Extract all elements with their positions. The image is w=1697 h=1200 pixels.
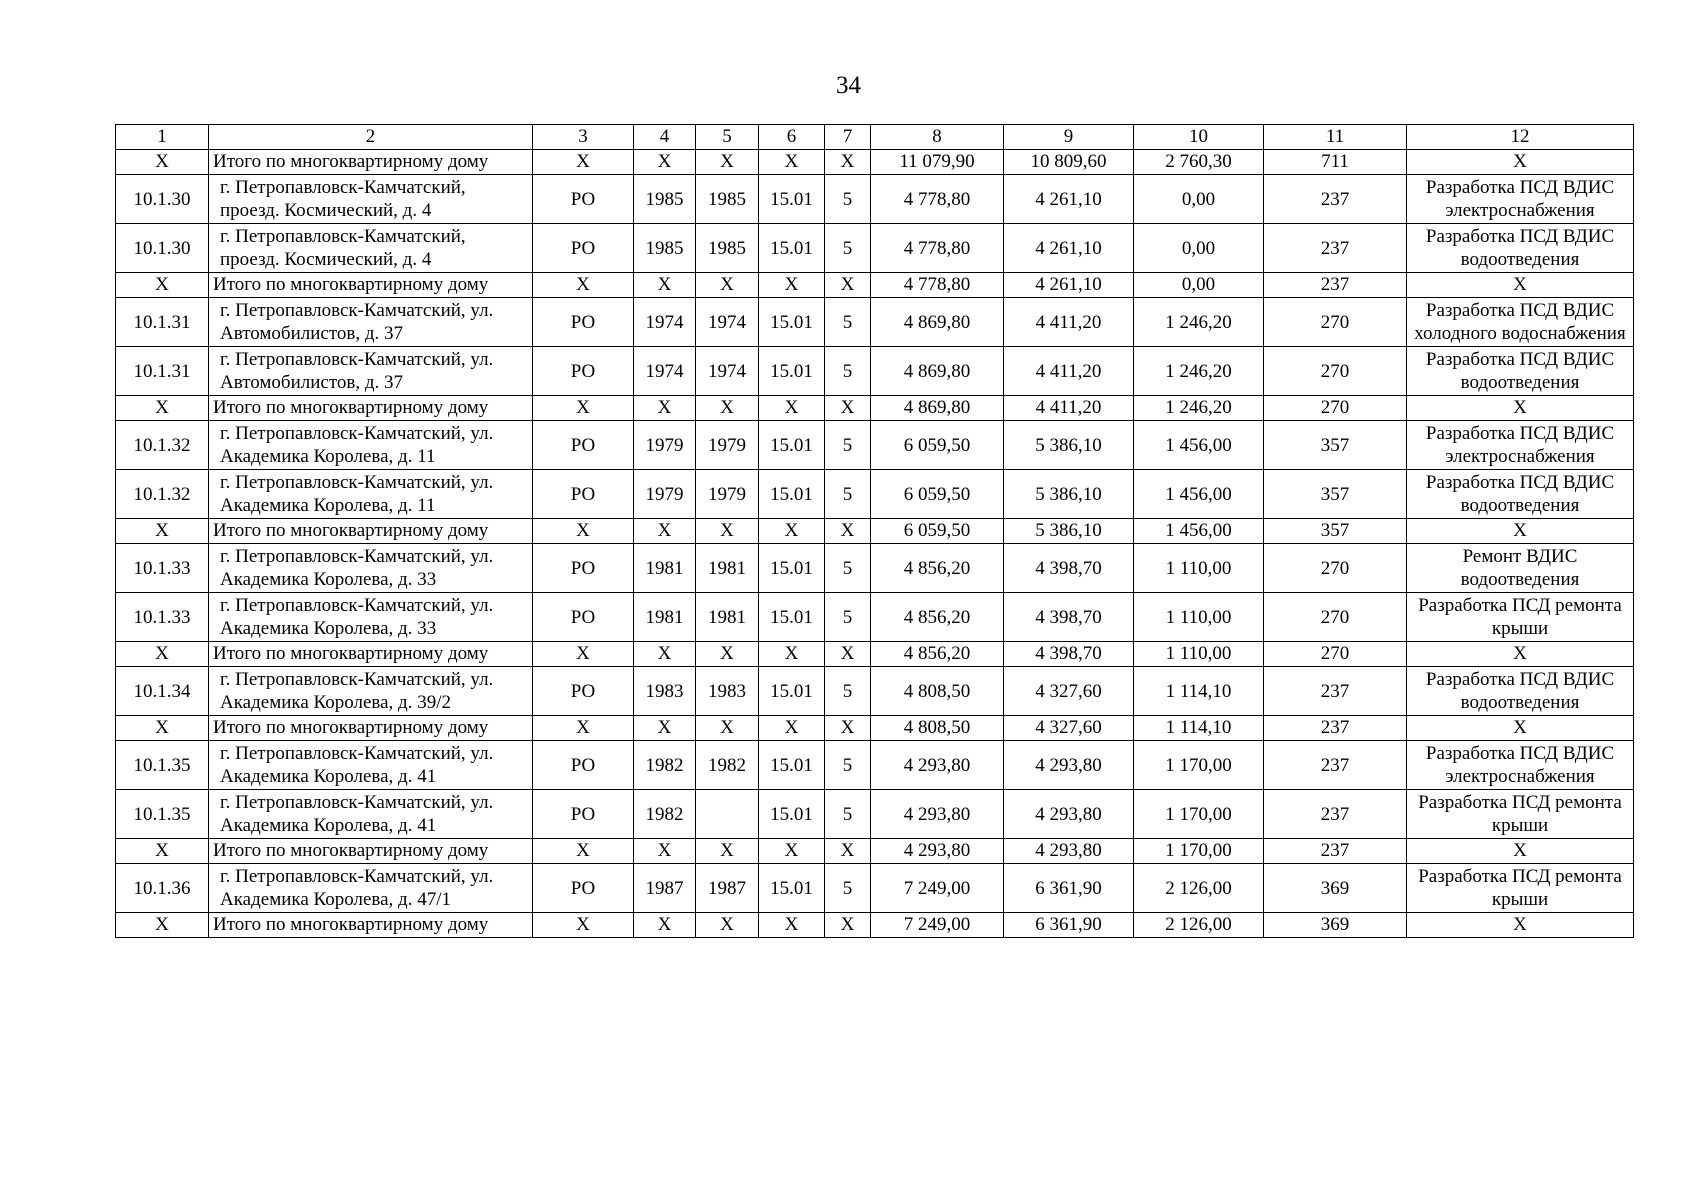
table-cell: Х <box>634 839 696 864</box>
table-cell: РО <box>533 864 634 913</box>
table-cell: г. Петропавловск-Камчатский, проезд. Космический, д. 4 <box>209 224 533 273</box>
table-cell: Х <box>825 642 871 667</box>
table-cell: 10.1.30 <box>116 224 209 273</box>
table-cell: Х <box>759 642 825 667</box>
table-row <box>116 224 1634 273</box>
table-cell: 4 869,80 <box>871 396 1004 421</box>
table-cell: Х <box>634 716 696 741</box>
table-cell: 1987 <box>696 864 759 913</box>
table-row <box>116 175 1634 224</box>
table-cell: 4 398,70 <box>1004 642 1134 667</box>
table-cell: 10.1.33 <box>116 544 209 593</box>
table-cell: 1987 <box>634 864 696 913</box>
table-cell: 15.01 <box>759 298 825 347</box>
table-cell: 10.1.31 <box>116 347 209 396</box>
table-cell: Х <box>634 642 696 667</box>
table-cell: РО <box>533 421 634 470</box>
table-cell: Х <box>696 273 759 298</box>
table-cell: Х <box>634 273 696 298</box>
table-cell: 4 778,80 <box>871 175 1004 224</box>
table-cell: 270 <box>1264 396 1407 421</box>
table-cell: Х <box>696 716 759 741</box>
table-cell: Итого по многоквартирному дому <box>209 913 533 938</box>
table-cell: РО <box>533 790 634 839</box>
table-cell: 1982 <box>634 790 696 839</box>
table-cell: Разработка ПСД ВДИС водоотведения <box>1407 667 1634 716</box>
table-cell: 369 <box>1264 913 1407 938</box>
table-cell: 4 398,70 <box>1004 544 1134 593</box>
table-cell: 1 110,00 <box>1134 544 1264 593</box>
table-cell: Х <box>1407 913 1634 938</box>
table-cell: 10.1.30 <box>116 175 209 224</box>
table-cell: 5 <box>825 421 871 470</box>
table-row <box>116 421 1634 470</box>
table-cell: РО <box>533 347 634 396</box>
table-cell: Х <box>825 396 871 421</box>
table-cell: 1979 <box>634 470 696 519</box>
table-cell: 6 361,90 <box>1004 913 1134 938</box>
table-cell: 4 293,80 <box>871 741 1004 790</box>
table-cell: Х <box>1407 273 1634 298</box>
table-cell: 1 246,20 <box>1134 396 1264 421</box>
table-cell: 1 114,10 <box>1134 667 1264 716</box>
table-row <box>116 298 1634 347</box>
table-cell: Х <box>533 396 634 421</box>
table-cell: Х <box>116 642 209 667</box>
table-cell: 6 059,50 <box>871 470 1004 519</box>
table-cell: 15.01 <box>759 667 825 716</box>
table-cell: 6 059,50 <box>871 421 1004 470</box>
total-row <box>116 396 1634 421</box>
table-cell: 357 <box>1264 421 1407 470</box>
table-cell: Х <box>696 839 759 864</box>
table-cell: 10.1.32 <box>116 470 209 519</box>
column-number: 1 <box>116 125 209 150</box>
table-cell: Х <box>759 396 825 421</box>
table-cell: 1981 <box>696 544 759 593</box>
table-cell: г. Петропавловск-Камчатский, ул. Автомобилистов, д. 37 <box>209 347 533 396</box>
table-cell: 5 <box>825 224 871 273</box>
table-cell: 4 327,60 <box>1004 716 1134 741</box>
table-cell: 1983 <box>634 667 696 716</box>
table-cell: 2 760,30 <box>1134 150 1264 175</box>
table-cell: Х <box>634 150 696 175</box>
table-cell: 5 <box>825 347 871 396</box>
table-cell: 4 398,70 <box>1004 593 1134 642</box>
table-cell: Х <box>116 150 209 175</box>
table-cell: г. Петропавловск-Камчатский, ул. Академика Королева, д. 11 <box>209 421 533 470</box>
table-cell: 237 <box>1264 667 1407 716</box>
table-cell: 237 <box>1264 716 1407 741</box>
table-cell: 15.01 <box>759 741 825 790</box>
table-cell: 270 <box>1264 347 1407 396</box>
table-cell: 1 170,00 <box>1134 839 1264 864</box>
table-cell: 4 293,80 <box>871 790 1004 839</box>
table-cell: 1974 <box>696 347 759 396</box>
table-cell: 15.01 <box>759 175 825 224</box>
table-cell: Разработка ПСД ВДИС водоотведения <box>1407 470 1634 519</box>
column-number: 6 <box>759 125 825 150</box>
table-cell: 4 261,10 <box>1004 224 1134 273</box>
total-row <box>116 519 1634 544</box>
table-cell: Итого по многоквартирному дому <box>209 273 533 298</box>
table-cell: 10 809,60 <box>1004 150 1134 175</box>
table-cell: Итого по многоквартирному дому <box>209 716 533 741</box>
table-cell: Х <box>116 396 209 421</box>
table-cell: 1974 <box>634 298 696 347</box>
table-cell: Х <box>634 396 696 421</box>
table-cell: 5 <box>825 470 871 519</box>
table-cell: 4 261,10 <box>1004 175 1134 224</box>
table-cell: 15.01 <box>759 347 825 396</box>
table-cell: Ремонт ВДИС водоотведения <box>1407 544 1634 593</box>
table-cell: 1 110,00 <box>1134 642 1264 667</box>
table-cell: РО <box>533 470 634 519</box>
table-row <box>116 864 1634 913</box>
table-cell: Х <box>533 642 634 667</box>
table-cell: Разработка ПСД ремонта крыши <box>1407 790 1634 839</box>
table-cell: 10.1.33 <box>116 593 209 642</box>
table-cell: 270 <box>1264 544 1407 593</box>
table-cell: 1985 <box>634 175 696 224</box>
table-cell: Х <box>759 150 825 175</box>
table-cell: Разработка ПСД ВДИС водоотведения <box>1407 347 1634 396</box>
table-row <box>116 544 1634 593</box>
table-cell <box>696 790 759 839</box>
table-cell: 4 869,80 <box>871 347 1004 396</box>
table-cell: 1 456,00 <box>1134 421 1264 470</box>
table-cell: Х <box>116 273 209 298</box>
table-cell: 237 <box>1264 273 1407 298</box>
table-cell: Х <box>759 913 825 938</box>
table-cell: 15.01 <box>759 470 825 519</box>
table-cell: 4 856,20 <box>871 593 1004 642</box>
table-cell: 270 <box>1264 593 1407 642</box>
table-cell: 1 114,10 <box>1134 716 1264 741</box>
table-cell: 15.01 <box>759 593 825 642</box>
table-cell: Х <box>533 273 634 298</box>
table-cell: 4 808,50 <box>871 716 1004 741</box>
total-row <box>116 150 1634 175</box>
table-cell: 7 249,00 <box>871 913 1004 938</box>
table-cell: 4 261,10 <box>1004 273 1134 298</box>
table-cell: 1974 <box>696 298 759 347</box>
table-cell: г. Петропавловск-Камчатский, ул. Академика Королева, д. 47/1 <box>209 864 533 913</box>
column-number: 7 <box>825 125 871 150</box>
table-cell: 5 <box>825 864 871 913</box>
table-cell: Х <box>533 716 634 741</box>
table-cell: 1 170,00 <box>1134 741 1264 790</box>
table-cell: Х <box>696 150 759 175</box>
column-number: 3 <box>533 125 634 150</box>
table-cell: 357 <box>1264 470 1407 519</box>
table-cell: 10.1.34 <box>116 667 209 716</box>
table-cell: 5 <box>825 790 871 839</box>
table-cell: РО <box>533 298 634 347</box>
table-cell: Итого по многоквартирному дому <box>209 150 533 175</box>
table-cell: Разработка ПСД ВДИС электроснабжения <box>1407 421 1634 470</box>
table-cell: Х <box>759 519 825 544</box>
table-cell: Х <box>759 273 825 298</box>
table-cell: г. Петропавловск-Камчатский, ул. Академика Королева, д. 33 <box>209 593 533 642</box>
table-cell: Х <box>696 913 759 938</box>
table-cell: Х <box>825 519 871 544</box>
table-cell: 4 778,80 <box>871 273 1004 298</box>
table-cell: Разработка ПСД ВДИС водоотведения <box>1407 224 1634 273</box>
table-cell: РО <box>533 544 634 593</box>
table-cell: Итого по многоквартирному дому <box>209 396 533 421</box>
table-cell: 1985 <box>696 175 759 224</box>
page-number: 34 <box>836 72 861 99</box>
table-cell: 1979 <box>696 470 759 519</box>
table-cell: Х <box>825 273 871 298</box>
table-cell: 270 <box>1264 642 1407 667</box>
table-cell: г. Петропавловск-Камчатский, ул. Академика Королева, д. 41 <box>209 741 533 790</box>
table-cell: 4 869,80 <box>871 298 1004 347</box>
table-cell: РО <box>533 224 634 273</box>
table-cell: 237 <box>1264 839 1407 864</box>
table-cell: 15.01 <box>759 864 825 913</box>
table-row <box>116 667 1634 716</box>
table-cell: Х <box>533 913 634 938</box>
table-cell: 4 293,80 <box>1004 790 1134 839</box>
table-cell: Итого по многоквартирному дому <box>209 642 533 667</box>
table-cell: Х <box>696 396 759 421</box>
table-cell: г. Петропавловск-Камчатский, ул. Академика Королева, д. 11 <box>209 470 533 519</box>
table-cell: Х <box>1407 150 1634 175</box>
table-cell: 237 <box>1264 790 1407 839</box>
table-cell: 15.01 <box>759 224 825 273</box>
table-cell: 4 808,50 <box>871 667 1004 716</box>
table-row <box>116 741 1634 790</box>
table-cell: Х <box>1407 839 1634 864</box>
table-cell: 1 110,00 <box>1134 593 1264 642</box>
table-cell: Х <box>1407 396 1634 421</box>
table-cell: РО <box>533 593 634 642</box>
table-cell: 7 249,00 <box>871 864 1004 913</box>
column-number: 2 <box>209 125 533 150</box>
table-cell: Х <box>533 150 634 175</box>
table-cell: Разработка ПСД ВДИС электроснабжения <box>1407 741 1634 790</box>
table-cell: 4 293,80 <box>1004 839 1134 864</box>
table-cell: 237 <box>1264 741 1407 790</box>
table-cell: 1 170,00 <box>1134 790 1264 839</box>
table-cell: Х <box>825 716 871 741</box>
table-cell: 1974 <box>634 347 696 396</box>
table-cell: 4 778,80 <box>871 224 1004 273</box>
table-cell: 1 246,20 <box>1134 298 1264 347</box>
table-cell: 5 386,10 <box>1004 519 1134 544</box>
table-cell: г. Петропавловск-Камчатский, проезд. Космический, д. 4 <box>209 175 533 224</box>
table-cell: 4 856,20 <box>871 544 1004 593</box>
table-cell: 4 293,80 <box>1004 741 1134 790</box>
table-cell: Х <box>116 716 209 741</box>
table-cell: 237 <box>1264 175 1407 224</box>
table-cell: Х <box>533 839 634 864</box>
table-row <box>116 593 1634 642</box>
table-cell: 5 386,10 <box>1004 421 1134 470</box>
table-cell: 10.1.31 <box>116 298 209 347</box>
table-cell: г. Петропавловск-Камчатский, ул. Академика Королева, д. 41 <box>209 790 533 839</box>
column-number: 5 <box>696 125 759 150</box>
table-cell: 4 293,80 <box>871 839 1004 864</box>
table-cell: 1979 <box>696 421 759 470</box>
table-cell: 5 <box>825 593 871 642</box>
table-cell: Х <box>696 642 759 667</box>
table-cell: 0,00 <box>1134 175 1264 224</box>
table-cell: Х <box>825 839 871 864</box>
table-cell: 4 411,20 <box>1004 347 1134 396</box>
total-row <box>116 642 1634 667</box>
column-number: 11 <box>1264 125 1407 150</box>
table-cell: 0,00 <box>1134 224 1264 273</box>
column-number: 10 <box>1134 125 1264 150</box>
header-row <box>116 125 1634 150</box>
table-cell: 10.1.35 <box>116 741 209 790</box>
table-cell: РО <box>533 175 634 224</box>
table-cell: Х <box>116 913 209 938</box>
table-row <box>116 470 1634 519</box>
table-cell: Х <box>759 716 825 741</box>
table-cell: 11 079,90 <box>871 150 1004 175</box>
column-number: 4 <box>634 125 696 150</box>
table-cell: 1982 <box>696 741 759 790</box>
table-row <box>116 347 1634 396</box>
table-row <box>116 790 1634 839</box>
table-cell: Разработка ПСД ремонта крыши <box>1407 593 1634 642</box>
table-cell: 5 <box>825 298 871 347</box>
table-cell: РО <box>533 741 634 790</box>
column-number: 8 <box>871 125 1004 150</box>
table-cell: 1985 <box>634 224 696 273</box>
table-cell: 10.1.32 <box>116 421 209 470</box>
table-cell: 270 <box>1264 298 1407 347</box>
table-cell: 15.01 <box>759 544 825 593</box>
table-cell: 1982 <box>634 741 696 790</box>
table-cell: 10.1.35 <box>116 790 209 839</box>
data-table <box>115 124 1634 938</box>
table-cell: 1 246,20 <box>1134 347 1264 396</box>
table-cell: Х <box>116 839 209 864</box>
table-cell: 5 <box>825 741 871 790</box>
table-cell: 1985 <box>696 224 759 273</box>
table-cell: 1 456,00 <box>1134 519 1264 544</box>
table-cell: 15.01 <box>759 421 825 470</box>
table-cell: 369 <box>1264 864 1407 913</box>
total-row <box>116 839 1634 864</box>
table-cell: 6 059,50 <box>871 519 1004 544</box>
table-cell: Х <box>759 839 825 864</box>
table-cell: 6 361,90 <box>1004 864 1134 913</box>
table-cell: 5 386,10 <box>1004 470 1134 519</box>
table-cell: 5 <box>825 175 871 224</box>
table-cell: Х <box>1407 519 1634 544</box>
table-cell: 357 <box>1264 519 1407 544</box>
table-cell: 0,00 <box>1134 273 1264 298</box>
table-cell: 711 <box>1264 150 1407 175</box>
table-cell: 1979 <box>634 421 696 470</box>
table-cell: Х <box>1407 642 1634 667</box>
table-cell: 4 411,20 <box>1004 396 1134 421</box>
table-cell: Х <box>825 150 871 175</box>
table-cell: 1981 <box>634 593 696 642</box>
table-cell: 4 856,20 <box>871 642 1004 667</box>
table-cell: 2 126,00 <box>1134 864 1264 913</box>
table-cell: 1981 <box>634 544 696 593</box>
total-row <box>116 913 1634 938</box>
table-cell: Х <box>116 519 209 544</box>
table-cell: РО <box>533 667 634 716</box>
table-cell: Итого по многоквартирному дому <box>209 519 533 544</box>
table-cell: Разработка ПСД ВДИС электроснабжения <box>1407 175 1634 224</box>
table-cell: 1 456,00 <box>1134 470 1264 519</box>
column-number: 12 <box>1407 125 1634 150</box>
table-cell: Разработка ПСД ВДИС холодного водоснабжения <box>1407 298 1634 347</box>
table-cell: 4 327,60 <box>1004 667 1134 716</box>
total-row <box>116 716 1634 741</box>
table-cell: Итого по многоквартирному дому <box>209 839 533 864</box>
table-cell: Х <box>1407 716 1634 741</box>
table-cell: Х <box>634 519 696 544</box>
table-cell: 5 <box>825 667 871 716</box>
table-cell: Х <box>696 519 759 544</box>
column-number: 9 <box>1004 125 1134 150</box>
table-cell: 1983 <box>696 667 759 716</box>
table-cell: г. Петропавловск-Камчатский, ул. Академика Королева, д. 39/2 <box>209 667 533 716</box>
table-cell: Х <box>825 913 871 938</box>
table-cell: 15.01 <box>759 790 825 839</box>
table-cell: г. Петропавловск-Камчатский, ул. Автомобилистов, д. 37 <box>209 298 533 347</box>
table-cell: 5 <box>825 544 871 593</box>
table-cell: г. Петропавловск-Камчатский, ул. Академика Королева, д. 33 <box>209 544 533 593</box>
table-cell: Х <box>634 913 696 938</box>
total-row <box>116 273 1634 298</box>
table-cell: Разработка ПСД ремонта крыши <box>1407 864 1634 913</box>
table-cell: 4 411,20 <box>1004 298 1134 347</box>
table-cell: 1981 <box>696 593 759 642</box>
table-cell: 237 <box>1264 224 1407 273</box>
table-cell: 2 126,00 <box>1134 913 1264 938</box>
table-cell: Х <box>533 519 634 544</box>
table-cell: 10.1.36 <box>116 864 209 913</box>
